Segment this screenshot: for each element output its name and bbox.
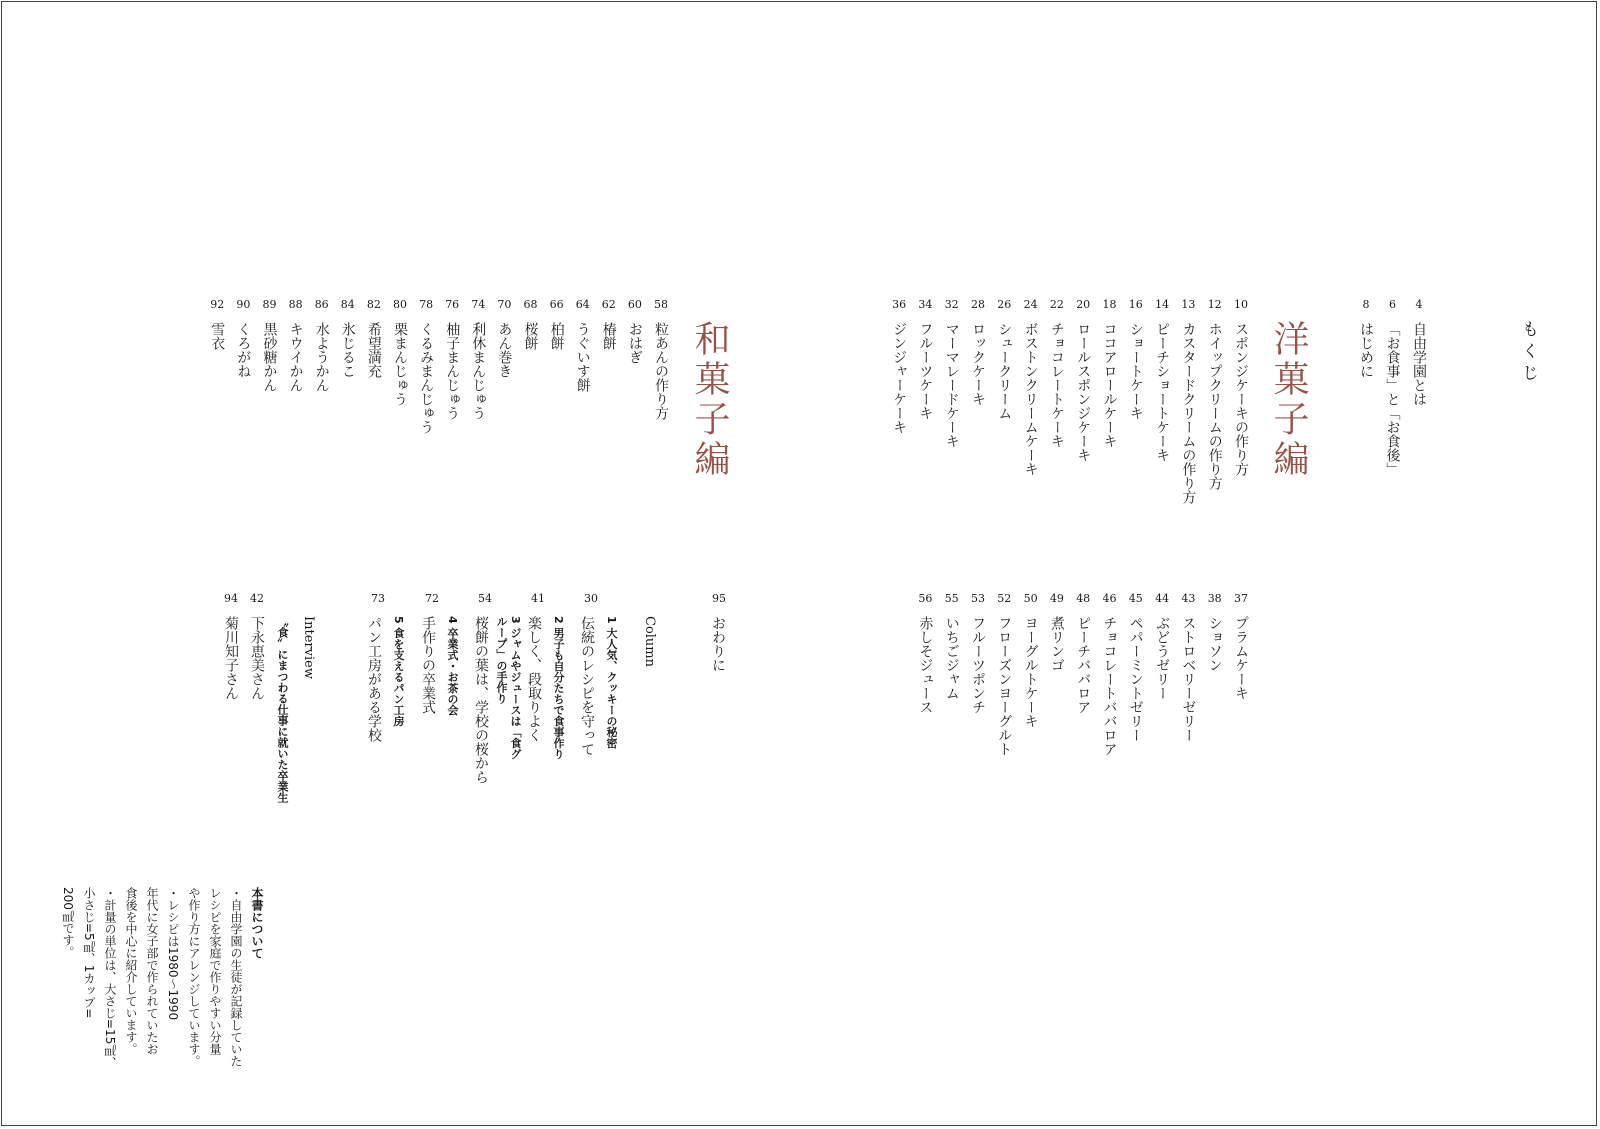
entry-title: ピーチババロア — [1075, 616, 1092, 714]
page-number: 76 — [445, 298, 460, 311]
entry-title: 菊川知子さん — [223, 616, 239, 700]
notes-line: ・計量の単位は、大さじ=15㎖、 — [103, 887, 117, 1069]
entry-title: マーマレードケーキ — [943, 322, 960, 448]
entry-title: ロックケーキ — [970, 322, 986, 406]
entry-title: 自由学園とは — [1411, 322, 1427, 406]
entry-title: おはぎ — [626, 322, 643, 364]
entry-title: 利休まんじゅう — [470, 322, 487, 420]
entry-title: フルーツケーキ — [917, 322, 934, 420]
entry-title: あん巻き — [496, 322, 513, 378]
entry-title: ココアロールケーキ — [1101, 322, 1118, 448]
entry-title: 氷じるこ — [339, 322, 356, 378]
entry-title: 栗まんじゅう — [392, 322, 408, 406]
entry-title: ボストンクリームケーキ — [1022, 322, 1039, 476]
entry-title: チョコレートババロア — [1101, 616, 1118, 756]
page-number: 24 — [1023, 298, 1038, 311]
interview-heading: Interview — [301, 616, 316, 679]
page-number: 88 — [288, 298, 303, 311]
column-title: 手作りの卒業式 — [420, 616, 436, 714]
column-subtitle: 3 ジャムやジュースは「食グループ」の手作り — [495, 616, 522, 760]
notes-line: ・自由学園の生徒が記録していた — [229, 887, 243, 1067]
entry-title: ジンジャーケーキ — [891, 322, 908, 434]
entry-title: ホイップクリームの作り方 — [1206, 322, 1223, 490]
page-number: 64 — [575, 298, 590, 311]
yogashi-section-title: 洋菓子編 — [1268, 320, 1309, 480]
page-number: 26 — [997, 298, 1012, 311]
page-number: 41 — [531, 592, 545, 605]
page-number: 68 — [523, 298, 538, 311]
page-number: 72 — [425, 592, 439, 605]
column-heading: Column — [642, 616, 657, 668]
entry-title: プラムケーキ — [1233, 616, 1249, 700]
page-number: 89 — [262, 298, 277, 311]
page-number: 32 — [944, 298, 959, 311]
entry-title: ショソン — [1206, 616, 1223, 672]
entry-title: うぐいす餅 — [574, 322, 591, 392]
entry-title: チョコレートケーキ — [1048, 322, 1065, 448]
column-subtitle: 1 大人気、クッキーの秘密 — [605, 616, 618, 749]
page-number: 12 — [1207, 298, 1222, 311]
page-number: 53 — [971, 592, 985, 605]
entry-title: ヨーグルトケーキ — [1022, 616, 1039, 728]
toc-page — [1, 1, 1597, 1126]
entry-title: ショートケーキ — [1127, 322, 1144, 420]
notes-line: 食後を中心に紹介しています。 — [124, 887, 138, 1055]
page-number: 6 — [1389, 298, 1396, 311]
entry-title: 粒あんの作り方 — [653, 322, 669, 420]
page-number: 16 — [1128, 298, 1143, 311]
entry-title: ロールスポンジケーキ — [1075, 322, 1092, 462]
column-subtitle: 4 卒業式・お茶の会 — [446, 616, 459, 716]
entry-title: くろがね — [235, 322, 252, 378]
entry-title: シュークリーム — [996, 322, 1013, 420]
page-number: 4 — [1415, 298, 1423, 311]
column-title: 桜餅の葉は、学校の桜から — [473, 616, 489, 784]
page-number: 48 — [1076, 592, 1091, 605]
book-notes — [57, 887, 267, 1087]
entry-title: おわりに — [710, 616, 726, 672]
entry-title: 赤しそジュース — [917, 616, 934, 714]
toc-heading: もくじ — [1518, 320, 1538, 386]
entry-title: いちごジャム — [943, 616, 960, 700]
page-number: 73 — [371, 592, 385, 605]
page-number: 80 — [393, 298, 407, 311]
notes-line: レシピを家庭で作りやすい分量 — [208, 887, 222, 1055]
page-number: 38 — [1207, 592, 1222, 605]
page-number: 30 — [584, 592, 598, 605]
column-title: 伝統のレシピを守って — [579, 616, 595, 756]
notes-line: や作り方にアレンジしています。 — [187, 887, 201, 1067]
page-number: 36 — [892, 298, 907, 311]
page-number: 74 — [471, 298, 486, 311]
entry-title: 下永恵美さん — [249, 616, 265, 700]
notes-line: ・レシピは1980〜1990 — [166, 887, 180, 1021]
page-number: 50 — [1023, 592, 1038, 605]
page-number: 10 — [1234, 298, 1248, 311]
notes-line: 年代に女子部で作られていたお — [145, 887, 159, 1055]
page-number: 14 — [1155, 298, 1170, 311]
page-number: 37 — [1234, 592, 1248, 605]
entry-title: ペパーミントゼリー — [1127, 616, 1144, 742]
entry-title: 柏餅 — [548, 322, 565, 350]
page-number: 90 — [236, 298, 251, 311]
notes-title: 本書について — [250, 887, 264, 959]
page-number: 94 — [224, 592, 238, 605]
page-number: 86 — [314, 298, 329, 311]
page-number: 18 — [1102, 298, 1117, 311]
entry-title: 椿餅 — [600, 322, 617, 350]
entry-title: 「お食事」と「お食後」 — [1384, 322, 1401, 476]
column-subtitle: 5 食を支えるパン工房 — [392, 616, 405, 727]
wagashi-section-title: 和菓子編 — [689, 320, 730, 480]
notes-line: 200㎖です。 — [61, 887, 75, 958]
page-number: 44 — [1155, 592, 1170, 605]
entry-title: ピーチショートケーキ — [1154, 322, 1171, 462]
entry-title: ぶどうゼリー — [1154, 616, 1171, 700]
page-number: 55 — [944, 592, 959, 605]
column-title: パン工房がある学校 — [366, 616, 382, 742]
page-number: 46 — [1102, 592, 1117, 605]
entry-title: 桜餅 — [522, 322, 539, 350]
entry-title: はじめに — [1358, 322, 1374, 378]
page-number: 43 — [1181, 592, 1196, 605]
page-number: 22 — [1049, 298, 1064, 311]
entry-title: フルーツポンチ — [970, 616, 986, 714]
page-number: 49 — [1049, 592, 1064, 605]
entry-title: くるみまんじゅう — [418, 322, 435, 434]
entry-title: スポンジケーキの作り方 — [1233, 322, 1249, 476]
interview-subtitle: 〝食〟にまつわる仕事に就いた卒業生 — [276, 616, 289, 803]
page-number: 62 — [601, 298, 616, 311]
page-number: 70 — [497, 298, 512, 311]
entry-title: ストロベリーゼリー — [1180, 616, 1197, 742]
page-number: 78 — [419, 298, 434, 311]
page-number: 95 — [712, 592, 726, 605]
entry-title: 希望満充 — [365, 322, 382, 378]
entry-title: フローズンヨーグルト — [996, 616, 1013, 756]
column-title: 楽しく、段取りよく — [526, 616, 542, 742]
notes-line: 小さじ=5㎖、1カップ= — [82, 887, 96, 1019]
page-number: 92 — [210, 298, 225, 311]
entry-title: 雪衣 — [209, 322, 226, 350]
page-number: 84 — [340, 298, 355, 311]
entry-title: 黒砂糖かん — [261, 322, 278, 392]
page-number: 13 — [1181, 298, 1196, 311]
page-number: 28 — [971, 298, 985, 311]
entry-title: キウイかん — [287, 322, 304, 392]
entry-title: カスタードクリームの作り方 — [1180, 322, 1197, 504]
entry-title: 煮リンゴ — [1048, 616, 1065, 672]
page-number: 42 — [250, 592, 264, 605]
entry-title: 水ようかん — [313, 322, 330, 392]
page-number: 45 — [1128, 592, 1143, 605]
page-number: 66 — [549, 298, 564, 311]
page-number: 34 — [918, 298, 933, 311]
page-number: 52 — [997, 592, 1012, 605]
entry-title: 柚子まんじゅう — [444, 322, 461, 420]
page-number: 8 — [1362, 298, 1370, 311]
page-number: 82 — [366, 298, 381, 311]
column-subtitle: 2 男子も自分たちで食事作り — [552, 616, 565, 760]
page-number: 20 — [1076, 298, 1091, 311]
page-number: 54 — [478, 592, 492, 605]
page-number: 60 — [627, 298, 642, 311]
page-number: 56 — [918, 592, 933, 605]
page-number: 58 — [654, 298, 668, 311]
